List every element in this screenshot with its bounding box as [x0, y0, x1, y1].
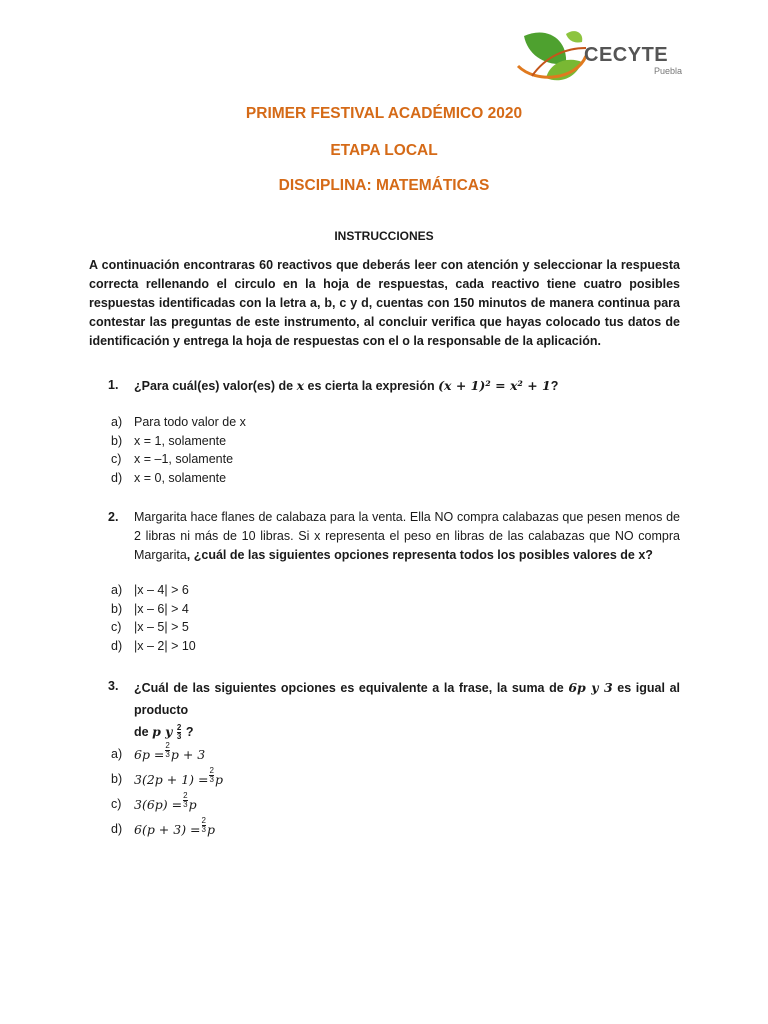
question-text: es cierta la expresión — [304, 379, 439, 393]
question-text: ¿Cuál de las siguientes opciones es equivalente a la frase, la suma de — [134, 681, 569, 695]
option-letter: d) — [111, 471, 123, 486]
question-3 — [108, 677, 680, 743]
instructions-body: A continuación encontraras 60 reactivos que deberás leer con atención y seleccionar la respuesta correcta rellenando el circulo en la hoja de respuestas, cada reactivo tiene cuatro posibles respuestas identificadas con la letra a, b, c y d, cuentas con 150 minutos de manera continua para contestar las preguntas de este instrumento, al concluir verifica que hayas colocado tus datos de identificación y entrega la hoja de respuestas con el o la responsable de la aplicación. — [89, 258, 680, 348]
option-text: |x – 6| > 4 — [134, 601, 189, 616]
question-number: 2. — [108, 510, 119, 524]
option-math: 6p = — [134, 747, 165, 762]
option-c[interactable] — [111, 618, 196, 637]
fraction — [202, 817, 206, 842]
option-letter: b) — [111, 601, 123, 616]
math-expression: p y — [152, 724, 173, 739]
fraction-denominator: 3 — [176, 732, 182, 742]
question-number: 3. — [108, 679, 119, 693]
option-text: x = –1, solamente — [134, 452, 234, 467]
fraction-numerator: 2 — [183, 791, 188, 800]
option-b[interactable] — [111, 767, 223, 792]
option-math: p — [206, 822, 215, 837]
discipline-title: DISCIPLINA: MATEMÁTICAS — [278, 177, 490, 194]
fraction-numerator: 2 — [209, 766, 214, 775]
math-expression: (x + 1)² = x² + 1 — [438, 378, 551, 393]
option-text: x = 0, solamente — [134, 471, 227, 486]
instructions-heading: INSTRUCCIONES — [334, 229, 434, 243]
option-text: x = 1, solamente — [134, 433, 227, 448]
question-text-bold: , ¿cuál de las siguientes opciones representa todos los posibles valores de x? — [186, 548, 653, 562]
option-math: 6(p + 3) = — [134, 822, 201, 837]
option-b[interactable] — [111, 432, 246, 451]
question-number: 1. — [108, 378, 119, 392]
question-text: ¿Para cuál(es) valor(es) de — [134, 379, 297, 393]
logo-text: CECYTE — [584, 44, 669, 66]
option-text: |x – 4| > 6 — [134, 583, 189, 597]
option-math: p — [188, 797, 197, 812]
option-text: |x – 2| > 10 — [134, 639, 196, 654]
option-a[interactable] — [111, 742, 223, 767]
question-text: ? — [182, 725, 194, 739]
fraction — [177, 724, 181, 741]
option-d[interactable] — [111, 469, 246, 488]
question-text: Margarita hace flanes de calabaza para la venta. Ella NO compra calabazas que pesen menos de 2 libras ni más de 10 libras. Si x representa el peso en libras de las calabazas que NO compra Margarita — [134, 510, 680, 562]
fraction — [165, 742, 169, 767]
option-math: p — [214, 772, 223, 787]
question-text: es igual al producto — [134, 681, 680, 717]
options-list — [111, 581, 196, 656]
question-1 — [108, 376, 680, 396]
logo-subtext: Puebla — [654, 66, 683, 76]
option-c[interactable] — [111, 450, 246, 469]
question-text: ? — [550, 379, 559, 393]
option-math: 3(6p) = — [134, 797, 183, 812]
option-text: |x – 5| > 5 — [134, 620, 189, 635]
option-letter: a) — [111, 747, 123, 761]
option-d[interactable] — [111, 817, 223, 842]
fraction-denominator: 3 — [201, 825, 206, 834]
question-text: de — [134, 725, 153, 739]
option-a[interactable] — [111, 581, 196, 600]
stage-title: ETAPA LOCAL — [330, 142, 438, 159]
document-title: PRIMER FESTIVAL ACADÉMICO 2020 — [245, 105, 523, 122]
question-2 — [108, 508, 680, 565]
fraction-numerator: 2 — [176, 723, 182, 733]
option-b[interactable] — [111, 600, 196, 619]
option-letter: c) — [111, 797, 122, 811]
fraction-denominator: 3 — [209, 775, 214, 784]
math-var: x — [296, 378, 305, 393]
option-letter: d) — [111, 822, 123, 836]
fraction — [183, 792, 187, 817]
option-letter: c) — [111, 452, 122, 467]
fraction-numerator: 2 — [201, 816, 206, 825]
option-letter: b) — [111, 433, 123, 448]
option-letter: a) — [111, 415, 123, 429]
fraction-numerator: 2 — [165, 741, 170, 750]
fraction — [209, 767, 213, 792]
math-expression: 6p y 3 — [568, 680, 613, 695]
option-letter: d) — [111, 639, 123, 654]
option-c[interactable] — [111, 792, 223, 817]
option-letter: c) — [111, 620, 122, 635]
option-math: 3(2p + 1) = — [134, 772, 209, 787]
fraction-denominator: 3 — [183, 800, 188, 809]
option-d[interactable] — [111, 637, 196, 656]
options-list — [111, 742, 223, 842]
option-letter: a) — [111, 583, 123, 597]
option-text: Para todo valor de x — [134, 415, 246, 429]
option-letter: b) — [111, 772, 123, 786]
option-a[interactable] — [111, 413, 246, 432]
fraction-denominator: 3 — [165, 750, 170, 759]
option-math: p + 3 — [170, 747, 206, 762]
options-list — [111, 413, 246, 488]
